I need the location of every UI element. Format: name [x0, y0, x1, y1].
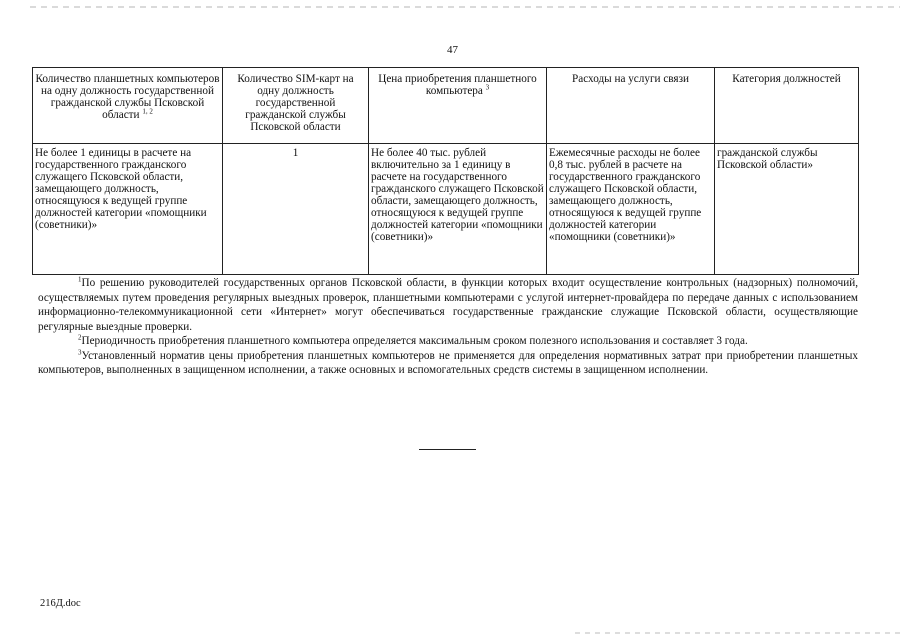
header-tablets-per-position: Количество планшетных компьютеров на одну должность государственной гражданской службы Псковской области $^{1, 2}$: [33, 68, 223, 144]
cell-tablets-per-position: Не более 1 единицы в расчете на государственного гражданского служащего Псковской области, замещающего должность, относящуюся к ведущей группе должностей категории «помощники (советники)»: [33, 144, 223, 275]
end-rule: [419, 449, 476, 450]
footnote-1: $^1$По решению руководителей государственных органов Псковской области, в функции которых входит осуществление контрольных (надзорных) полномочий, осуществляемых путем проведения регулярных выездных проверок, планшетными компьютерами с услугой интернет-провайдера по передаче данных с использованием информационно-телекоммуникационной сети «Интернет» могут обеспечиваться государственные гражданские служащие Псковской области, осуществляющие регулярные выездные проверки.: [38, 275, 858, 333]
page-number: 47: [447, 44, 458, 56]
norms-table: [32, 67, 859, 275]
header-communication-expenses: Расходы на услуги связи: [547, 68, 715, 144]
footnote-2: $^2$Периодичность приобретения планшетного компьютера определяется максимальным сроком полезного использования и составляет 3 года.: [78, 333, 748, 347]
scan-noise-top: [30, 6, 900, 8]
cell-tablet-price: Не более 40 тыс. рублей включительно за 1 единицу в расчете на государственного гражданского служащего Псковской области, замещающего должность, относящуюся к ведущей группе должностей категории «помощники (советники)»: [369, 144, 547, 275]
cell-sim-cards: 1: [223, 144, 369, 275]
header-sim-cards-per-position: Количество SIM-карт на одну должность государственной гражданской службы Псковской области: [223, 68, 369, 144]
table-row: [33, 144, 859, 275]
footnotes: [38, 276, 858, 378]
footnote-3: $^3$Установленный норматив цены приобретения планшетных компьютеров не применяется для определения нормативных затрат при приобретении планшетных компьютеров, выполненных в защищенном исполнении, а также основных и вспомогательных средств системы в защищенном исполнении.: [38, 347, 858, 376]
file-name: 216Д.doc: [40, 598, 81, 609]
cell-position-category: гражданской службы Псковской области»: [715, 144, 859, 275]
table-header-row: [33, 68, 859, 144]
scan-noise-bottom: [575, 632, 900, 634]
header-position-category: Категория должностей: [715, 68, 859, 144]
header-tablet-price: Цена приобретения планшетного компьютера $^3$: [369, 68, 547, 144]
cell-communication-expenses: Ежемесячные расходы не более 0,8 тыс. рублей в расчете на государственного гражданского служащего Псковской области, замещающего должность, относящуюся к ведущей группе должностей категории «помощники (советники)»: [547, 144, 715, 275]
